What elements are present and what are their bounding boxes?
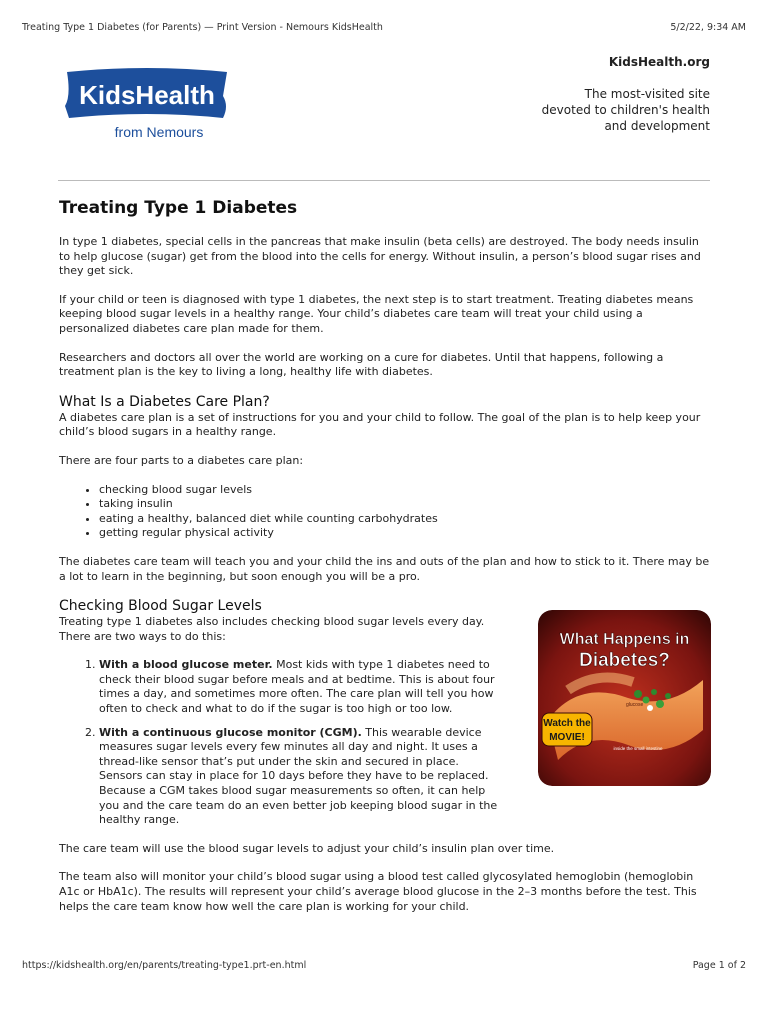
checking-list — [59, 658, 504, 828]
glucose-dot-icon — [651, 689, 657, 695]
checking-section — [59, 598, 711, 828]
page-number: Page 1 of 2 — [692, 960, 746, 971]
checking-after-paragraph-2: The team also will monitor your child’s blood sugar using a blood test called glycosylated hemoglobin (hemoglobin A1c or HbA1c). The results will represent your child’s average blood glucose in the 2–3 months before the test. This helps the care team know how well the care plan is working for your child. — [59, 870, 697, 913]
checking-heading: Checking Blood Sugar Levels — [59, 598, 262, 615]
article — [59, 197, 711, 928]
care-plan-paragraph-1: A diabetes care plan is a set of instructions for you and your child to follow. The goal of the plan is to help keep your child’s blood sugars in a healthy range. — [59, 410, 701, 439]
logo-sub-text: from Nemours — [114, 124, 204, 140]
list-item: • eating a healthy, balanced diet while counting carbohydrates — [99, 512, 711, 527]
intro-paragraph-3: Researchers and doctors all over the world are working on a cure for diabetes. Until that happens, following a treatment plan is the key to living a long, healthy life with diabetes. — [59, 350, 664, 379]
list-item: • taking insulin — [99, 497, 711, 512]
list-item-bold: With a continuous glucose monitor (CGM). — [99, 725, 362, 739]
list-item-text: Most kids with type 1 diabetes need to check their blood sugar before meals and at bedtime. This is about four times a day, and sometimes more often. The care plan will tell you how often to check and what to do if the sugar is too high or too low. — [99, 658, 495, 716]
header-divider — [58, 180, 710, 181]
print-url[interactable]: https://kidshealth.org/en/parents/treating-type1.prt-en.html — [22, 960, 307, 971]
video-title-line-1: What Happens in — [559, 631, 690, 649]
glucose-label: glucose — [626, 702, 644, 709]
list-item-text: This wearable device measures sugar levels every few minutes all day and night. It uses a thread-like sensor that’s put under the skin and secured in place. Sensors can stay in place for 10 days before they have to be replaced. Because a CGM takes blood sugar measurements so often, it can help you and the care team do an even better job keeping blood sugar in the healthy range. — [99, 725, 498, 827]
site-name: KidsHealth.org — [608, 55, 710, 69]
video-title-line-2: Diabetes? — [579, 650, 670, 672]
site-tagline: The most-visited site devoted to children's health and development — [541, 87, 710, 133]
checking-after-paragraph-1: The care team will use the blood sugar levels to adjust your child’s insulin plan over time. — [59, 841, 555, 855]
list-item — [99, 658, 504, 716]
video-caption: inside the small intestine — [613, 746, 663, 752]
intro-paragraph-2: If your child or teen is diagnosed with type 1 diabetes, the next step is to start treatment. Treating diabetes means keeping blood sugar levels in a healthy range. Your child’s diabetes care team will treat your child using a personalized diabetes care plan made for them. — [59, 292, 694, 335]
glucose-dot-icon — [643, 697, 650, 704]
care-plan-paragraph-2: There are four parts to a diabetes care plan: — [59, 453, 304, 467]
article-title: Treating Type 1 Diabetes — [59, 198, 298, 218]
glucose-dot-icon — [634, 690, 642, 698]
badge-line-2: MOVIE! — [549, 732, 585, 744]
print-footer — [22, 960, 746, 971]
print-header — [22, 22, 746, 33]
site-info — [540, 54, 710, 134]
print-title: Treating Type 1 Diabetes (for Parents) — Print Version - Nemours KidsHealth — [22, 22, 383, 33]
care-plan-list — [59, 483, 711, 541]
badge-line-1: Watch the — [543, 718, 591, 730]
glucose-dot-icon — [665, 693, 671, 699]
list-item-bold: With a blood glucose meter. — [99, 658, 273, 672]
list-item: • checking blood sugar levels — [99, 483, 711, 498]
care-plan-heading: What Is a Diabetes Care Plan? — [59, 393, 270, 410]
list-item — [99, 726, 504, 828]
glucose-dot-icon — [647, 705, 653, 711]
logo-main-text: KidsHealth — [79, 80, 215, 110]
checking-intro: Treating type 1 diabetes also includes checking blood sugar levels every day. There are two ways to do this: — [59, 615, 485, 643]
video-thumbnail[interactable] — [538, 610, 711, 786]
print-datetime: 5/2/22, 9:34 AM — [670, 22, 746, 33]
checking-text — [59, 615, 504, 828]
list-item: • getting regular physical activity — [99, 526, 711, 541]
kidshealth-logo[interactable] — [63, 66, 231, 144]
glucose-dot-icon — [656, 700, 664, 708]
care-plan-paragraph-3: The diabetes care team will teach you and your child the ins and outs of the plan and how to stick to it. There may be a lot to learn in the beginning, but soon enough you will be a pro. — [59, 554, 710, 583]
intro-paragraph-1: In type 1 diabetes, special cells in the pancreas that make insulin (beta cells) are destroyed. The body needs insulin to help glucose (sugar) get from the blood into the cells for energy. Without insulin, a person’s blood sugar rises and they get sick. — [59, 235, 701, 278]
